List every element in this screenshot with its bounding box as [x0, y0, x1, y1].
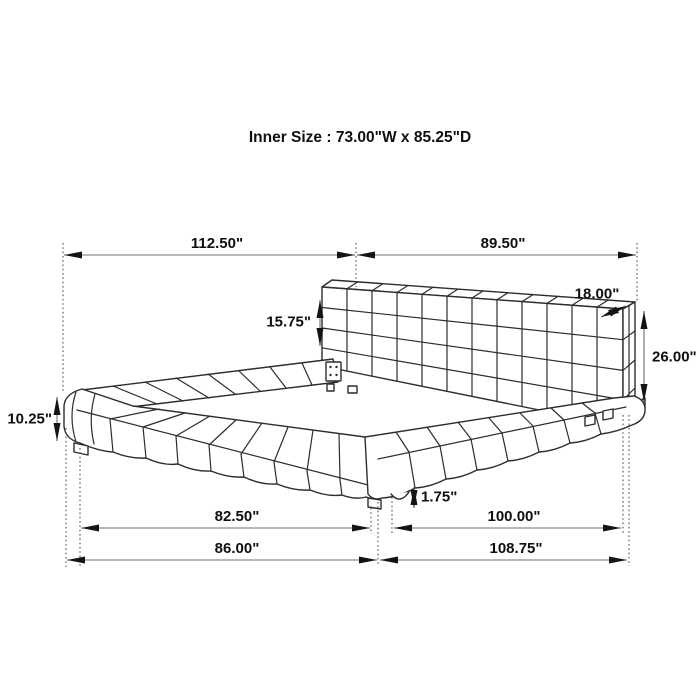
dim-label-bottom-inner-left: 82.50" [214, 508, 260, 525]
dim-label-headboard-top-depth: 18.00" [574, 285, 620, 303]
front-corner-leg [368, 498, 381, 509]
dim-label-headboard-total-height: 26.00" [652, 348, 697, 366]
right-rail-leg-b [603, 409, 613, 420]
dim-label-frame-height: 10.25" [7, 410, 52, 428]
deck-leg-b [348, 386, 357, 393]
dim-label-leg-height: 1.75" [421, 488, 458, 506]
dim-label-bottom-outer-right: 108.75" [489, 540, 543, 557]
dim-label-top-left: 112.50" [190, 235, 244, 252]
dim-label-top-right: 89.50" [480, 235, 526, 252]
dim-label-headboard-front-height: 15.75" [266, 313, 311, 331]
dim-label-bottom-inner-right: 100.00" [487, 508, 541, 525]
inner-size-title: Inner Size : 73.00"W x 85.25"D [248, 129, 472, 146]
mounting-bracket [326, 362, 341, 381]
right-rail-leg-a [585, 415, 595, 426]
deck-leg-a [327, 384, 334, 391]
dim-label-bottom-outer-left: 86.00" [214, 540, 260, 557]
